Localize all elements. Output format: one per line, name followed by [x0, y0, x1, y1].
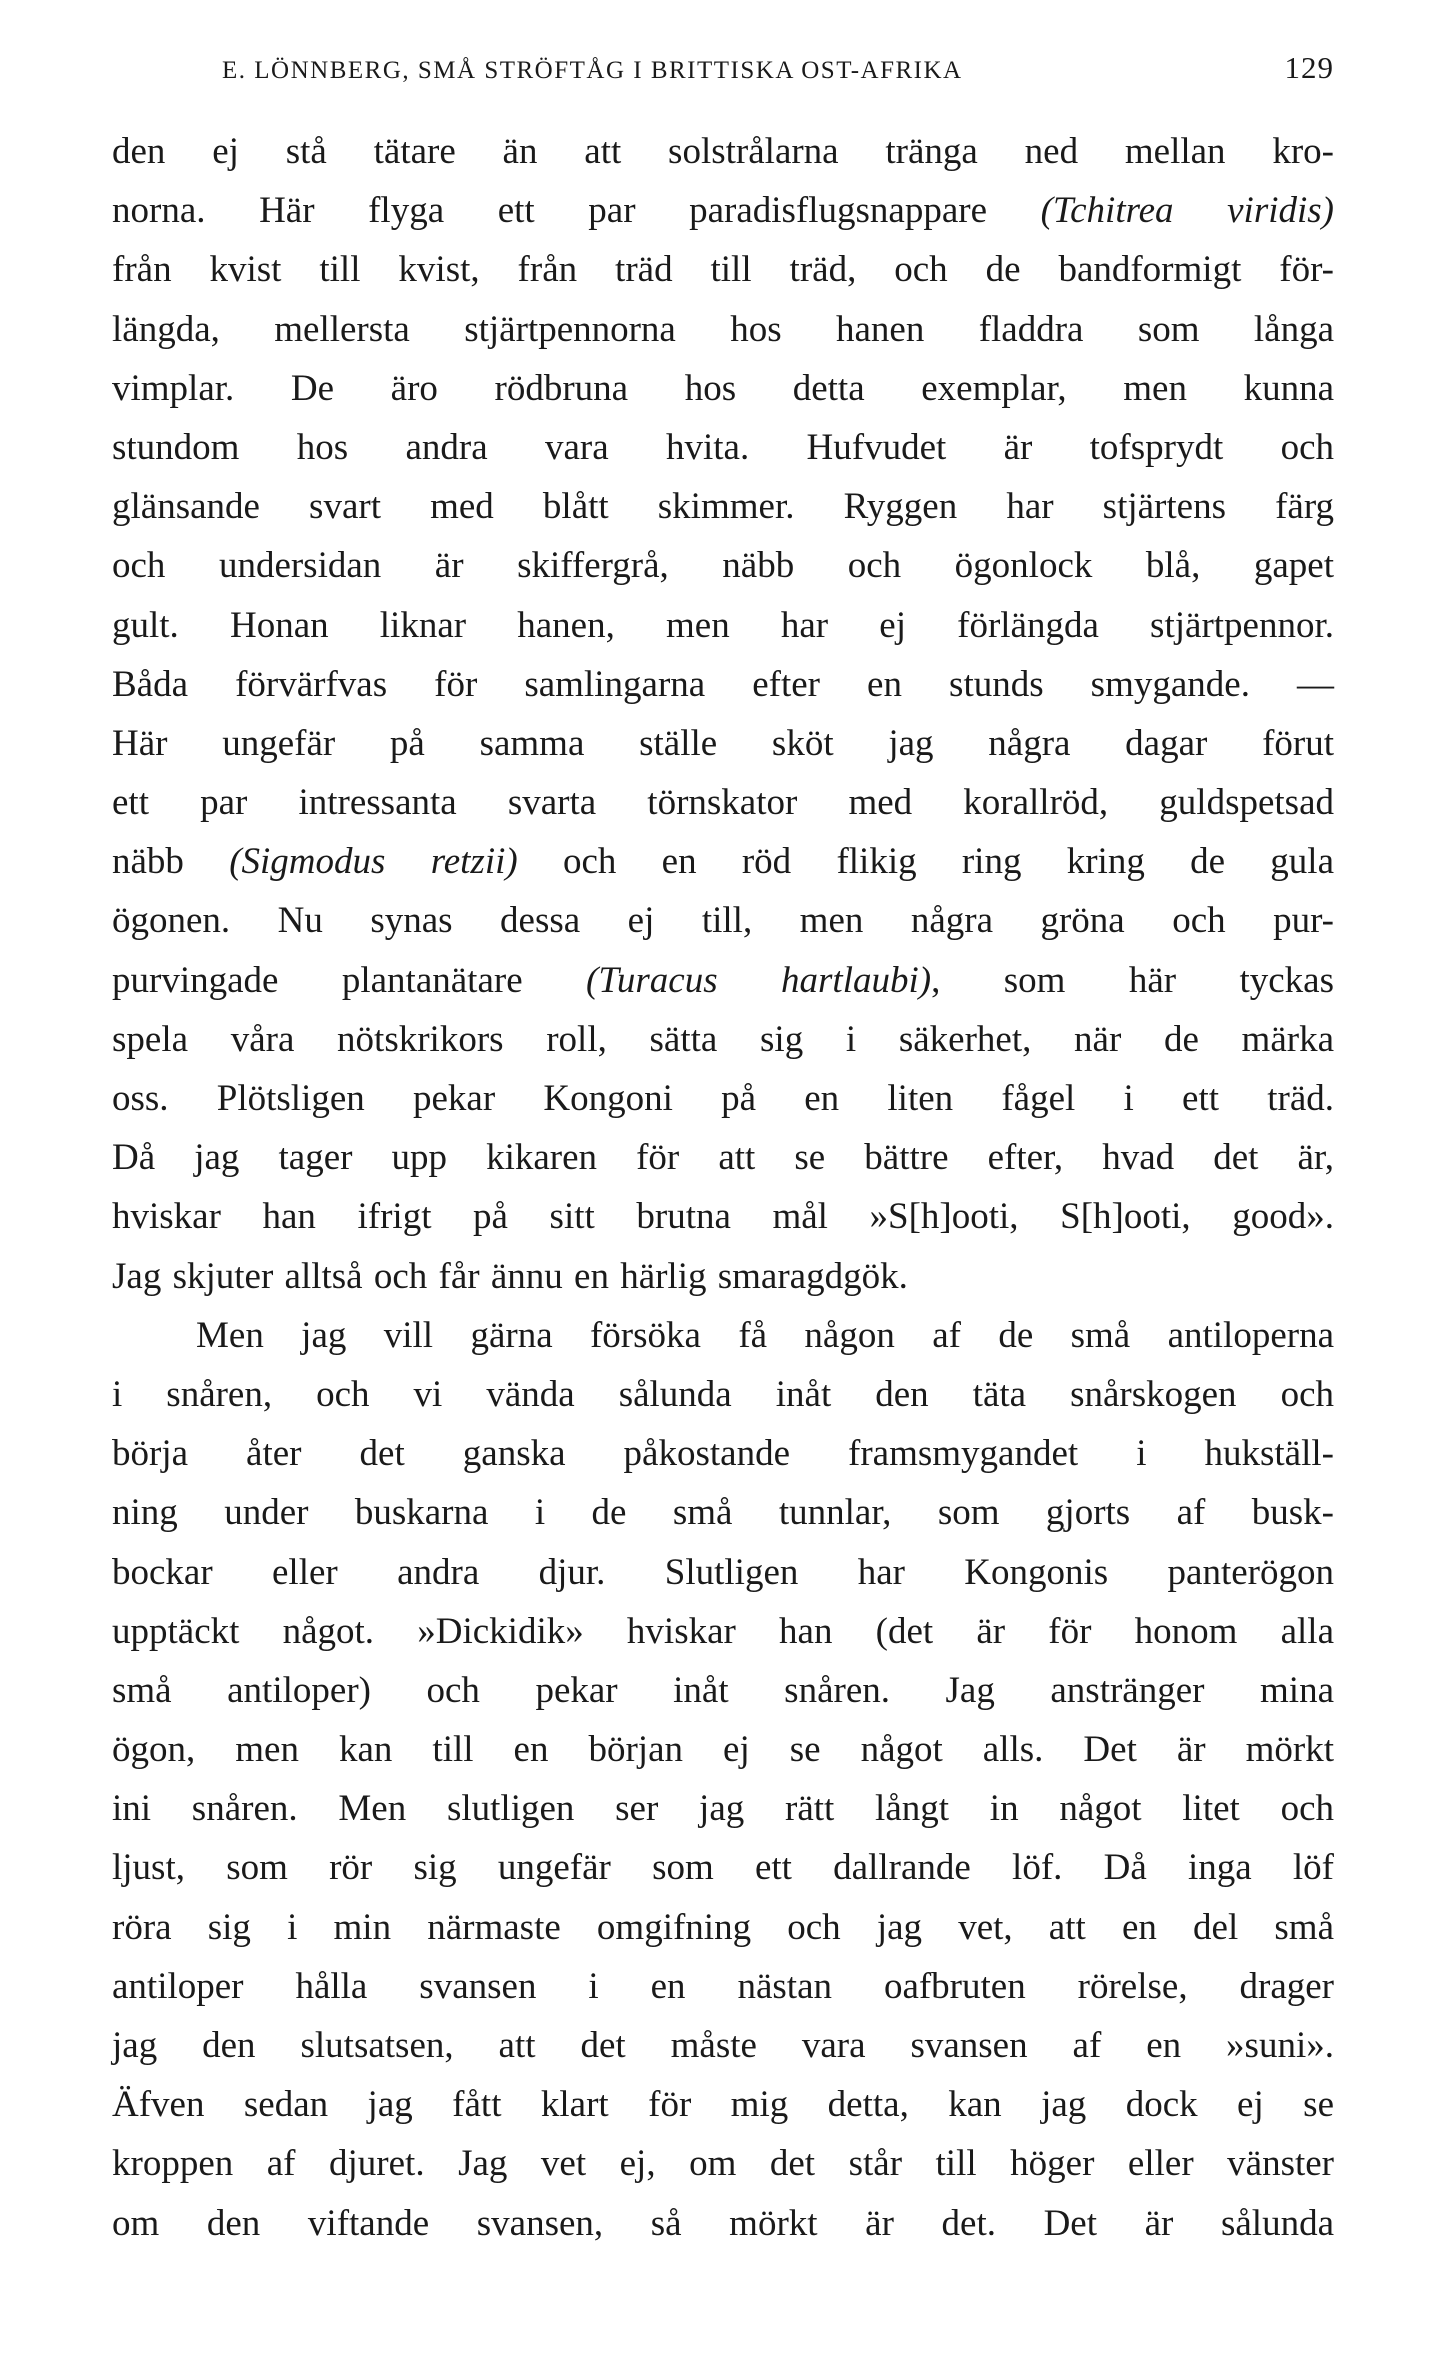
italic-species-name: (Turacus hartlaubi) [586, 959, 932, 1001]
text-line [112, 2075, 1334, 2134]
text-segment: bockar eller andra djur. Slutligen har Kongonis panterögon [112, 1551, 1334, 1593]
text-segment: gult. Honan liknar hanen, men har ej förlängda stjärtpennor. [112, 604, 1334, 646]
text-line [112, 2194, 1334, 2253]
text-line [112, 1898, 1334, 1957]
text-line [112, 1602, 1334, 1661]
text-line [112, 418, 1334, 477]
text-segment: antiloper hålla svansen i en nästan oafbruten rörelse, drager [112, 1965, 1334, 2007]
text-line [112, 1247, 1334, 1306]
text-segment: ljust, som rör sig ungefär som ett dallrande löf. Då inga löf [112, 1847, 1334, 1889]
text-segment: spela våra nötskrikors roll, sätta sig i säkerhet, när de märka [112, 1018, 1334, 1060]
running-title: E. LÖNNBERG, SMÅ STRÖFTÅG I BRITTISKA OST-AFRIKA [222, 57, 963, 84]
text-segment: vimplar. De äro rödbruna hos detta exemplar, men kunna [112, 367, 1334, 409]
text-segment: kroppen af djuret. Jag vet ej, om det står till höger eller vänster [112, 2143, 1334, 2185]
text-segment: purvingade plantanätare [112, 959, 587, 1001]
text-segment: upptäckt något. »Dickidik» hviskar han (det är för honom alla [112, 1610, 1334, 1652]
text-line [112, 2134, 1334, 2193]
italic-species-name: (Sigmodus retzii) [229, 841, 518, 883]
text-line [112, 181, 1334, 240]
text-segment: små antiloper) och pekar inåt snåren. Jag anstränger mina [112, 1669, 1334, 1711]
text-line [112, 714, 1334, 773]
text-line [112, 1838, 1334, 1897]
text-segment: jag den slutsatsen, att det måste vara svansen af en »suni». [112, 2025, 1334, 2066]
text-line [112, 1957, 1334, 2016]
running-head [112, 50, 1334, 90]
text-segment: hviskar han ifrigt på sitt brutna mål »S[h]ooti, S[h]ooti, good». [112, 1196, 1334, 1238]
text-line [112, 1365, 1334, 1424]
text-line [112, 832, 1334, 891]
text-segment: den ej stå tätare än att solstrålarna tränga ned mellan kro- [112, 131, 1334, 172]
text-segment: ini snåren. Men slutligen ser jag rätt långt in något litet och [112, 1788, 1334, 1830]
text-line [112, 1543, 1334, 1602]
text-segment: , som här tyckas [931, 959, 1334, 1001]
text-line [112, 951, 1334, 1010]
text-line [112, 122, 1334, 181]
text-segment: Då jag tager upp kikaren för att se bättre efter, hvad det är, [112, 1137, 1334, 1179]
text-segment: Här ungefär på samma ställe sköt jag några dagar förut [112, 722, 1334, 764]
text-segment: längda, mellersta stjärtpennorna hos hanen fladdra som långa [112, 308, 1334, 350]
page-number: 129 [1284, 50, 1334, 85]
text-line [112, 359, 1334, 418]
text-line [112, 655, 1334, 714]
text-line [112, 1720, 1334, 1779]
text-segment: börja åter det ganska påkostande framsmygandet i hukställ- [112, 1433, 1334, 1475]
text-segment: stundom hos andra vara hvita. Hufvudet är tofsprydt och [112, 426, 1334, 468]
text-line [112, 240, 1334, 299]
text-line [112, 536, 1334, 595]
text-line [112, 477, 1334, 536]
text-line [112, 1069, 1334, 1128]
text-line [112, 1187, 1334, 1246]
text-line [112, 1010, 1334, 1069]
text-segment: i snåren, och vi vända sålunda inåt den täta snårskogen och [112, 1373, 1334, 1415]
text-line [112, 300, 1334, 359]
text-line [112, 1779, 1334, 1838]
text-segment: Men jag vill gärna försöka få någon af de små antiloperna [196, 1314, 1334, 1356]
text-segment: och undersidan är skiffergrå, näbb och ögonlock blå, gapet [112, 545, 1334, 587]
text-segment: Jag skjuter alltså och får ännu en härlig smaragdgök. [112, 1255, 908, 1297]
text-segment: ett par intressanta svarta törnskator med korallröd, guldspetsad [112, 782, 1334, 824]
text-segment: näbb [112, 841, 230, 883]
text-segment: och en röd flikig ring kring de gula [517, 841, 1334, 883]
text-line [112, 1306, 1334, 1365]
text-segment: Äfven sedan jag fått klart för mig detta, kan jag dock ej se [112, 2084, 1334, 2126]
text-line [112, 773, 1334, 832]
body-text [112, 122, 1334, 2253]
text-segment: ögon, men kan till en början ej se något alls. Det är mörkt [112, 1729, 1334, 1771]
text-segment: om den viftande svansen, så mörkt är det. Det är sålunda [112, 2202, 1334, 2244]
text-segment: från kvist till kvist, från träd till träd, och de bandformigt för- [112, 249, 1334, 291]
text-line [112, 1483, 1334, 1542]
text-line [112, 596, 1334, 655]
text-line [112, 1661, 1334, 1720]
text-segment: ning under buskarna i de små tunnlar, som gjorts af busk- [112, 1492, 1334, 1534]
text-segment: glänsande svart med blått skimmer. Ryggen har stjärtens färg [112, 486, 1334, 528]
text-segment: oss. Plötsligen pekar Kongoni på en liten fågel i ett träd. [112, 1078, 1334, 1119]
italic-species-name: (Tchitrea viridis) [1040, 190, 1334, 232]
text-segment: Båda förvärfvas för samlingarna efter en stunds smygande. — [112, 663, 1334, 705]
text-line [112, 1128, 1334, 1187]
text-line [112, 1424, 1334, 1483]
text-line [112, 2016, 1334, 2075]
text-segment: ögonen. Nu synas dessa ej till, men några gröna och pur- [112, 900, 1334, 942]
text-segment: norna. Här flyga ett par paradisflugsnappare [112, 190, 1041, 232]
text-segment: röra sig i min närmaste omgifning och jag vet, att en del små [112, 1906, 1334, 1948]
text-line [112, 891, 1334, 950]
